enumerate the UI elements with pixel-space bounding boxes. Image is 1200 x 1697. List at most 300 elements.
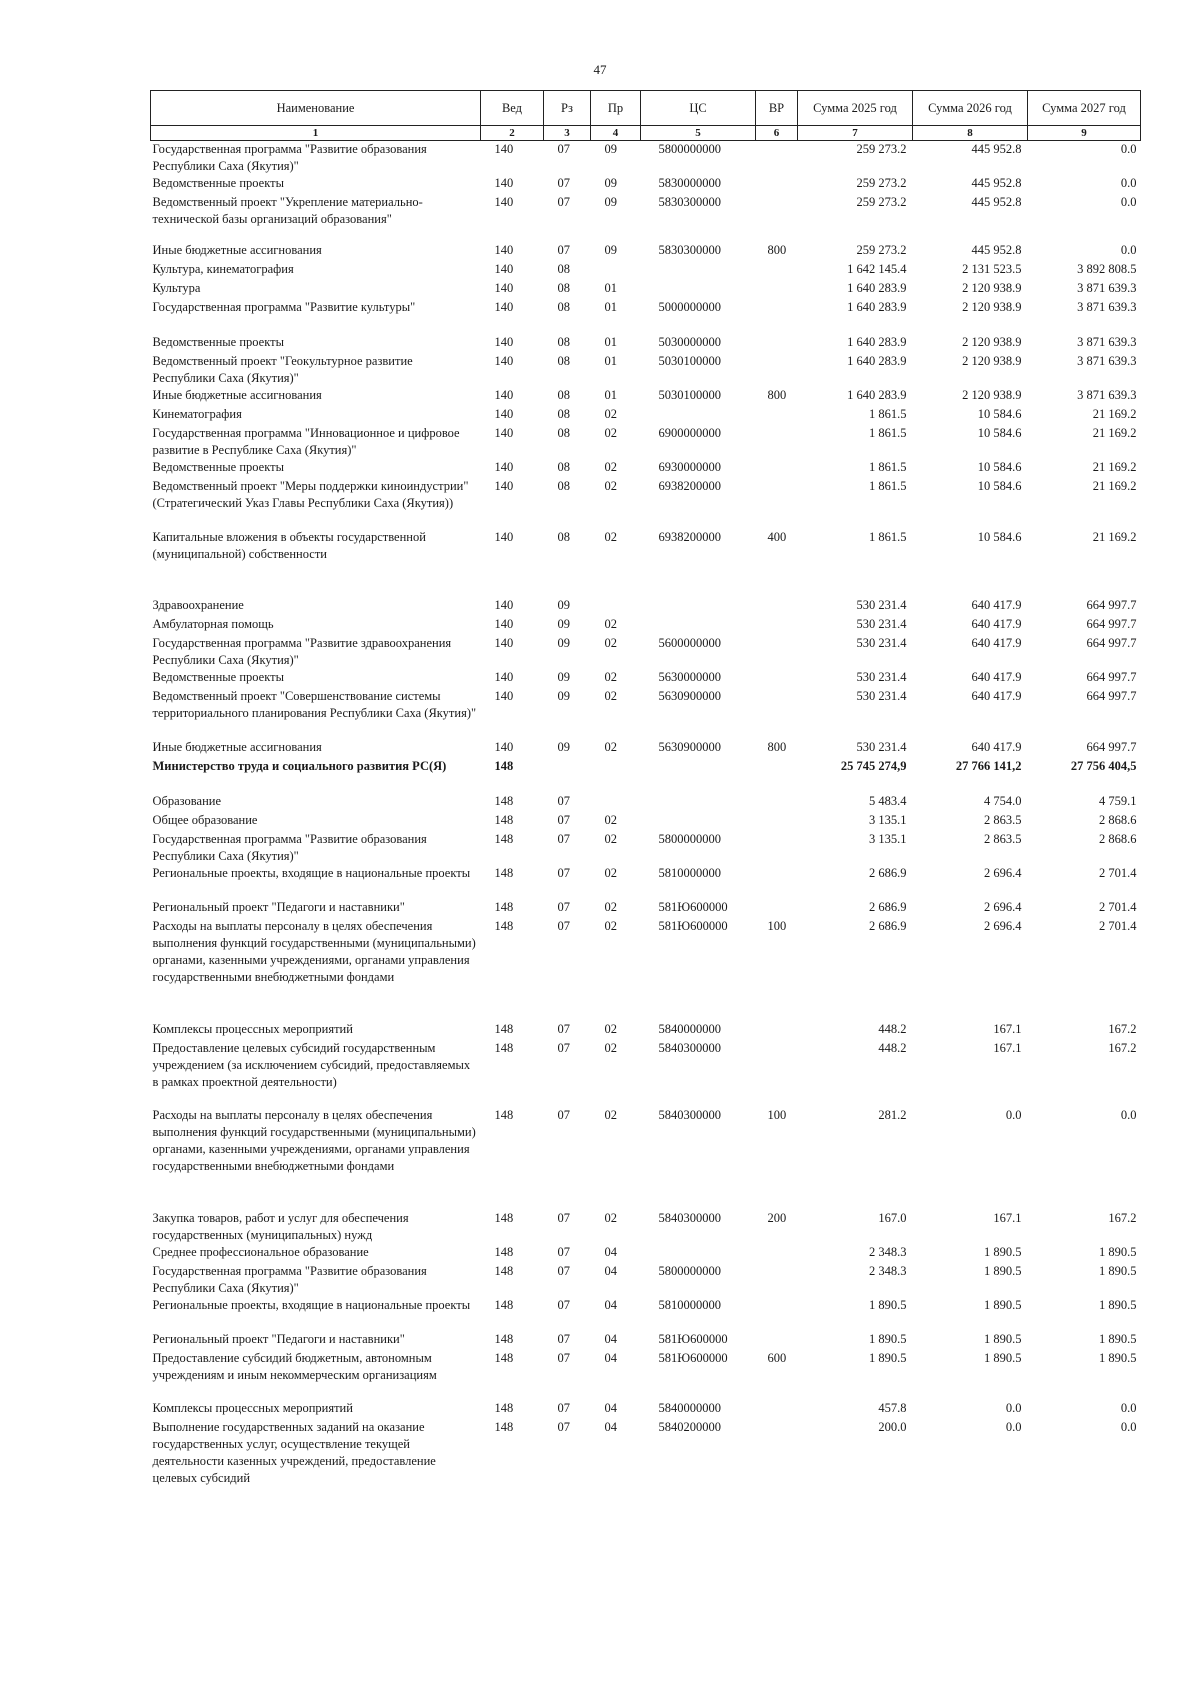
row-name: Региональный проект "Педагоги и наставники" <box>152 900 405 914</box>
row-sum-2027: 21 169.2 <box>1092 407 1137 421</box>
row-sum-2025: 1 640 283.9 <box>847 281 907 295</box>
row-name: Ведомственный проект "Укрепление материально-технической базы организаций образования" <box>152 195 423 226</box>
row-cs: 5030100000 <box>658 354 721 368</box>
row-name: Культура, кинематография <box>152 262 294 276</box>
row-rz: 09 <box>557 617 570 631</box>
row-vr: 800 <box>767 243 787 257</box>
row-vr <box>756 688 798 739</box>
table-row <box>151 459 1141 478</box>
row-sum-2027: 664 997.7 <box>1086 689 1137 703</box>
row-name: Государственная программа "Развитие культуры" <box>152 300 416 314</box>
row-ved: 140 <box>494 300 514 314</box>
row-pr: 09 <box>604 176 617 190</box>
row-cs: 5800000000 <box>658 142 721 156</box>
row-sum-2027: 2 868.6 <box>1099 813 1137 827</box>
row-cs: 5840300000 <box>658 1041 721 1055</box>
row-vr <box>756 1419 798 1489</box>
row-pr: 02 <box>604 813 617 827</box>
row-name: Среднее профессиональное образование <box>152 1245 369 1259</box>
row-sum-2027: 664 997.7 <box>1086 617 1137 631</box>
row-cs: 5800000000 <box>658 832 721 846</box>
header-rz: Рз <box>544 91 591 126</box>
row-sum-2025: 2 686.9 <box>869 919 907 933</box>
row-rz: 09 <box>557 598 570 612</box>
row-vr <box>756 261 798 280</box>
row-vr <box>756 777 798 812</box>
row-sum-2025: 448.2 <box>878 1022 907 1036</box>
row-sum-2025: 281.2 <box>878 1108 907 1122</box>
row-vr: 800 <box>767 740 787 754</box>
table-row <box>151 318 1141 353</box>
row-sum-2027: 664 997.7 <box>1086 636 1137 650</box>
row-sum-2026: 1 890.5 <box>984 1351 1022 1365</box>
table-row <box>151 478 1141 529</box>
row-sum-2025: 167.0 <box>878 1211 907 1225</box>
row-rz: 07 <box>557 195 570 209</box>
row-sum-2025: 530 231.4 <box>856 740 907 754</box>
row-sum-2025: 530 231.4 <box>856 670 907 684</box>
row-pr: 02 <box>604 1022 617 1036</box>
row-ved: 140 <box>494 335 514 349</box>
row-sum-2026: 445 952.8 <box>971 243 1022 257</box>
row-vr <box>756 758 798 777</box>
row-rz: 08 <box>557 354 570 368</box>
row-pr: 02 <box>604 460 617 474</box>
table-row <box>151 918 1141 1005</box>
row-name: Государственная программа "Развитие здравоохранения Республики Саха (Якутия)" <box>152 636 452 667</box>
row-sum-2027: 21 169.2 <box>1092 426 1137 440</box>
row-rz: 07 <box>557 794 570 808</box>
column-number: 2 <box>481 126 544 141</box>
row-rz: 07 <box>557 1211 570 1225</box>
row-ved: 148 <box>494 832 514 846</box>
header-sum-2025: Сумма 2025 год <box>798 91 913 126</box>
row-pr: 09 <box>604 195 617 209</box>
row-ved: 140 <box>494 262 514 276</box>
row-cs: 6938200000 <box>658 479 721 493</box>
row-vr <box>756 1263 798 1297</box>
row-vr <box>756 459 798 478</box>
row-pr: 01 <box>604 335 617 349</box>
row-sum-2027: 664 997.7 <box>1086 598 1137 612</box>
row-sum-2025: 1 642 145.4 <box>847 262 907 276</box>
row-sum-2026: 2 120 938.9 <box>962 281 1022 295</box>
row-sum-2025: 530 231.4 <box>856 689 907 703</box>
row-rz: 07 <box>557 1401 570 1415</box>
row-ved: 140 <box>494 243 514 257</box>
header-pr: Пр <box>591 91 641 126</box>
row-ved: 140 <box>494 617 514 631</box>
row-rz: 07 <box>557 1108 570 1122</box>
row-pr <box>591 777 641 812</box>
row-cs <box>641 616 756 635</box>
row-name: Расходы на выплаты персоналу в целях обеспечения выполнения функций государственными (муниципальными) органами, казенными учреждениями, органами управления государственными внебюджетными фондами <box>152 919 476 984</box>
row-ved: 140 <box>494 740 514 754</box>
row-name: Расходы на выплаты персоналу в целях обеспечения выполнения функций государственными (муниципальными) органами, казенными учреждениями, органами управления государственными внебюджетными фондами <box>152 1108 476 1173</box>
column-number: 4 <box>591 126 641 141</box>
row-rz: 07 <box>557 1351 570 1365</box>
row-pr: 01 <box>604 300 617 314</box>
row-ved: 140 <box>494 176 514 190</box>
row-sum-2027: 1 890.5 <box>1099 1264 1137 1278</box>
table-row <box>151 1040 1141 1091</box>
row-name: Ведомственные проекты <box>152 460 285 474</box>
table-row <box>151 194 1141 228</box>
row-ved: 148 <box>494 1108 514 1122</box>
page-number: 47 <box>593 62 607 77</box>
row-rz: 07 <box>557 866 570 880</box>
row-sum-2025: 3 135.1 <box>869 813 907 827</box>
row-rz: 08 <box>557 300 570 314</box>
row-vr <box>756 425 798 459</box>
row-name: Ведомственный проект "Геокультурное развитие Республики Саха (Якутия)" <box>152 354 413 385</box>
row-vr <box>756 299 798 318</box>
row-ved: 140 <box>494 479 514 493</box>
row-rz: 07 <box>557 813 570 827</box>
row-ved: 140 <box>494 195 514 209</box>
row-cs: 6938200000 <box>658 530 721 544</box>
row-sum-2026: 640 417.9 <box>971 636 1022 650</box>
row-sum-2026: 640 417.9 <box>971 617 1022 631</box>
row-sum-2027: 1 890.5 <box>1099 1298 1137 1312</box>
row-cs: 5830000000 <box>658 176 721 190</box>
row-name: Ведомственные проекты <box>152 176 285 190</box>
row-pr: 02 <box>604 740 617 754</box>
row-name: Государственная программа "Развитие образования Республики Саха (Якутия)" <box>152 832 427 863</box>
row-vr: 600 <box>767 1351 787 1365</box>
row-rz: 08 <box>557 426 570 440</box>
row-ved: 140 <box>494 598 514 612</box>
row-sum-2025: 5 483.4 <box>869 794 907 808</box>
row-sum-2026: 10 584.6 <box>977 530 1022 544</box>
table-row <box>151 1331 1141 1350</box>
row-sum-2027: 0.0 <box>1120 1108 1137 1122</box>
row-rz: 09 <box>557 689 570 703</box>
row-sum-2026: 640 417.9 <box>971 670 1022 684</box>
row-pr: 02 <box>604 617 617 631</box>
row-pr: 02 <box>604 832 617 846</box>
row-sum-2026: 2 696.4 <box>984 900 1022 914</box>
row-name: Региональный проект "Педагоги и наставники" <box>152 1332 405 1346</box>
budget-table-container <box>150 90 1140 1489</box>
row-ved: 148 <box>494 866 514 880</box>
row-sum-2026: 445 952.8 <box>971 176 1022 190</box>
row-name: Кинематография <box>152 407 242 421</box>
row-pr: 02 <box>604 900 617 914</box>
row-sum-2027: 3 871 639.3 <box>1077 281 1137 295</box>
row-sum-2025: 1 861.5 <box>869 426 907 440</box>
row-vr <box>756 669 798 688</box>
row-rz: 08 <box>557 479 570 493</box>
row-cs: 5800000000 <box>658 1264 721 1278</box>
row-ved: 140 <box>494 530 514 544</box>
table-row <box>151 280 1141 299</box>
row-cs: 5840000000 <box>658 1022 721 1036</box>
row-sum-2025: 1 640 283.9 <box>847 335 907 349</box>
table-row <box>151 1384 1141 1419</box>
row-sum-2027: 0.0 <box>1120 176 1137 190</box>
row-vr <box>756 1040 798 1091</box>
table-row <box>151 1350 1141 1384</box>
row-vr <box>756 353 798 387</box>
row-ved: 140 <box>494 407 514 421</box>
row-sum-2027: 3 892 808.5 <box>1077 262 1137 276</box>
column-number: 6 <box>756 126 798 141</box>
row-vr <box>756 563 798 616</box>
row-ved: 148 <box>494 1351 514 1365</box>
row-ved: 140 <box>494 388 514 402</box>
row-pr: 02 <box>604 636 617 650</box>
table-body <box>151 141 1141 1490</box>
row-rz: 08 <box>557 388 570 402</box>
row-cs <box>641 280 756 299</box>
row-pr: 04 <box>604 1332 617 1346</box>
row-ved: 148 <box>494 813 514 827</box>
row-name: Комплексы процессных мероприятий <box>152 1401 353 1415</box>
row-sum-2026: 4 754.0 <box>984 794 1022 808</box>
row-sum-2027: 3 871 639.3 <box>1077 388 1137 402</box>
table-row <box>151 865 1141 899</box>
row-vr <box>756 899 798 918</box>
row-vr <box>756 194 798 228</box>
row-sum-2026: 2 863.5 <box>984 813 1022 827</box>
row-name: Региональные проекты, входящие в национальные проекты <box>152 866 471 880</box>
row-vr: 100 <box>767 919 787 933</box>
row-vr <box>756 1384 798 1419</box>
row-cs: 5810000000 <box>658 1298 721 1312</box>
column-number: 8 <box>913 126 1028 141</box>
row-cs: 6930000000 <box>658 460 721 474</box>
row-cs: 5000000000 <box>658 300 721 314</box>
row-name: Иные бюджетные ассигнования <box>152 243 322 257</box>
row-name: Капитальные вложения в объекты государственной (муниципальной) собственности <box>152 530 426 561</box>
row-cs: 5840300000 <box>658 1211 721 1225</box>
row-name: Общее образование <box>152 813 258 827</box>
row-name: Ведомственные проекты <box>152 335 285 349</box>
row-cs: 5630900000 <box>658 740 721 754</box>
table-row <box>151 529 1141 563</box>
row-name: Выполнение государственных заданий на оказание государственных услуг, осуществление текущей деятельности казенных учреждений, предоставление целевых субсидий <box>152 1420 436 1485</box>
row-sum-2027: 3 871 639.3 <box>1077 354 1137 368</box>
row-sum-2026: 1 890.5 <box>984 1264 1022 1278</box>
row-pr: 04 <box>604 1245 617 1259</box>
row-ved: 148 <box>494 1022 514 1036</box>
row-cs: 5810000000 <box>658 866 721 880</box>
row-cs <box>641 261 756 280</box>
row-ved: 148 <box>494 1401 514 1415</box>
row-sum-2025: 2 686.9 <box>869 900 907 914</box>
row-sum-2025: 259 273.2 <box>856 176 907 190</box>
column-number: 3 <box>544 126 591 141</box>
row-name: Ведомственные проекты <box>152 670 285 684</box>
row-sum-2025: 1 861.5 <box>869 407 907 421</box>
row-sum-2027: 4 759.1 <box>1099 794 1137 808</box>
row-pr <box>591 758 641 777</box>
row-vr <box>756 406 798 425</box>
row-sum-2026: 640 417.9 <box>971 598 1022 612</box>
row-pr: 02 <box>604 530 617 544</box>
row-sum-2026: 640 417.9 <box>971 689 1022 703</box>
row-sum-2027: 21 169.2 <box>1092 479 1137 493</box>
row-sum-2025: 2 348.3 <box>869 1245 907 1259</box>
row-sum-2026: 1 890.5 <box>984 1298 1022 1312</box>
row-sum-2026: 2 120 938.9 <box>962 300 1022 314</box>
row-sum-2027: 2 701.4 <box>1099 866 1137 880</box>
row-sum-2026: 445 952.8 <box>971 195 1022 209</box>
row-sum-2027: 21 169.2 <box>1092 460 1137 474</box>
row-ved: 148 <box>494 1420 514 1434</box>
row-cs: 5840300000 <box>658 1108 721 1122</box>
table-row <box>151 899 1141 918</box>
row-name: Предоставление целевых субсидий государственным учреждением (за исключением субсидий, предоставляемых в рамках проектной деятельности) <box>152 1041 471 1089</box>
row-cs: 5840200000 <box>658 1420 721 1434</box>
row-rz: 09 <box>557 636 570 650</box>
row-sum-2025: 259 273.2 <box>856 195 907 209</box>
row-cs: 5830300000 <box>658 195 721 209</box>
budget-table <box>150 90 1141 1489</box>
table-row <box>151 616 1141 635</box>
row-cs: 6900000000 <box>658 426 721 440</box>
table-row <box>151 758 1141 777</box>
row-name: Региональные проекты, входящие в национальные проекты <box>152 1298 471 1312</box>
row-cs: 581Ю600000 <box>658 919 728 933</box>
column-number: 7 <box>798 126 913 141</box>
row-sum-2025: 1 640 283.9 <box>847 388 907 402</box>
row-name: Закупка товаров, работ и услуг для обеспечения государственных (муниципальных) нужд <box>152 1211 409 1242</box>
row-cs <box>641 406 756 425</box>
row-rz <box>544 758 591 777</box>
row-pr: 02 <box>604 866 617 880</box>
header-ved: Вед <box>481 91 544 126</box>
row-name: Государственная программа "Инновационное и цифровое развитие в Республике Саха (Якутия)" <box>152 426 460 457</box>
row-ved: 140 <box>494 354 514 368</box>
row-sum-2025: 1 861.5 <box>869 530 907 544</box>
table-row <box>151 406 1141 425</box>
row-rz: 07 <box>557 919 570 933</box>
row-sum-2026: 445 952.8 <box>971 142 1022 156</box>
row-sum-2026: 2 863.5 <box>984 832 1022 846</box>
row-sum-2025: 3 135.1 <box>869 832 907 846</box>
row-sum-2027: 167.2 <box>1108 1041 1137 1055</box>
row-ved: 148 <box>494 1264 514 1278</box>
table-row <box>151 387 1141 406</box>
row-vr <box>756 478 798 529</box>
row-sum-2025: 259 273.2 <box>856 142 907 156</box>
row-pr: 02 <box>604 426 617 440</box>
header-row <box>151 91 1141 126</box>
row-sum-2027: 0.0 <box>1120 142 1137 156</box>
row-rz: 09 <box>557 670 570 684</box>
row-cs: 5600000000 <box>658 636 721 650</box>
row-name: Иные бюджетные ассигнования <box>152 740 322 754</box>
row-ved: 140 <box>494 689 514 703</box>
row-sum-2026: 2 696.4 <box>984 866 1022 880</box>
row-cs <box>641 1244 756 1263</box>
row-rz: 08 <box>557 407 570 421</box>
row-rz: 07 <box>557 1264 570 1278</box>
column-number: 5 <box>641 126 756 141</box>
table-row <box>151 1263 1141 1297</box>
row-sum-2026: 2 120 938.9 <box>962 335 1022 349</box>
row-name: Амбулаторная помощь <box>152 617 274 631</box>
row-vr <box>756 865 798 899</box>
row-ved: 148 <box>494 1041 514 1055</box>
row-ved: 148 <box>494 759 514 773</box>
row-cs <box>641 812 756 831</box>
row-pr: 01 <box>604 354 617 368</box>
row-sum-2027: 0.0 <box>1120 195 1137 209</box>
row-vr <box>756 1244 798 1263</box>
row-name: Ведомственный проект "Меры поддержки киноиндустрии" (Стратегический Указ Главы Республики Саха (Якутия)) <box>152 479 469 510</box>
row-vr <box>756 616 798 635</box>
row-ved: 148 <box>494 1298 514 1312</box>
row-rz: 08 <box>557 281 570 295</box>
row-sum-2026: 2 131 523.5 <box>962 262 1022 276</box>
row-sum-2026: 1 890.5 <box>984 1245 1022 1259</box>
row-ved: 148 <box>494 1245 514 1259</box>
row-cs: 5630000000 <box>658 670 721 684</box>
row-sum-2027: 0.0 <box>1120 1420 1137 1434</box>
table-row <box>151 228 1141 261</box>
row-ved: 140 <box>494 636 514 650</box>
row-sum-2027: 21 169.2 <box>1092 530 1137 544</box>
row-sum-2026: 0.0 <box>1005 1420 1022 1434</box>
row-sum-2027: 1 890.5 <box>1099 1332 1137 1346</box>
row-cs: 581Ю600000 <box>658 1332 728 1346</box>
row-name: Здравоохранение <box>152 598 244 612</box>
table-row <box>151 299 1141 318</box>
row-cs <box>641 758 756 777</box>
row-vr <box>756 812 798 831</box>
row-ved: 140 <box>494 426 514 440</box>
row-rz: 07 <box>557 1022 570 1036</box>
row-sum-2027: 167.2 <box>1108 1022 1137 1036</box>
row-sum-2027: 664 997.7 <box>1086 670 1137 684</box>
row-vr <box>756 1005 798 1040</box>
row-vr <box>756 1331 798 1350</box>
column-number: 9 <box>1028 126 1141 141</box>
row-name: Культура <box>152 281 201 295</box>
row-sum-2027: 664 997.7 <box>1086 740 1137 754</box>
row-sum-2027: 0.0 <box>1120 243 1137 257</box>
row-ved: 148 <box>494 794 514 808</box>
row-sum-2027: 3 871 639.3 <box>1077 335 1137 349</box>
table-row <box>151 831 1141 865</box>
row-pr: 09 <box>604 243 617 257</box>
header-vr: ВР <box>756 91 798 126</box>
row-vr <box>756 1297 798 1331</box>
row-name: Иные бюджетные ассигнования <box>152 388 322 402</box>
header-name: Наименование <box>151 91 481 126</box>
table-row <box>151 425 1141 459</box>
row-ved: 140 <box>494 281 514 295</box>
row-pr: 02 <box>604 689 617 703</box>
row-rz: 07 <box>557 1332 570 1346</box>
row-sum-2025: 1 640 283.9 <box>847 354 907 368</box>
row-cs: 5630900000 <box>658 689 721 703</box>
row-sum-2026: 10 584.6 <box>977 426 1022 440</box>
row-sum-2026: 2 696.4 <box>984 919 1022 933</box>
row-sum-2026: 27 766 141,2 <box>955 759 1022 773</box>
row-ved: 140 <box>494 460 514 474</box>
table-row <box>151 669 1141 688</box>
row-cs: 5840000000 <box>658 1401 721 1415</box>
row-rz: 07 <box>557 1041 570 1055</box>
row-vr: 800 <box>767 388 787 402</box>
row-cs <box>641 563 756 616</box>
table-row <box>151 175 1141 194</box>
row-rz: 08 <box>557 460 570 474</box>
